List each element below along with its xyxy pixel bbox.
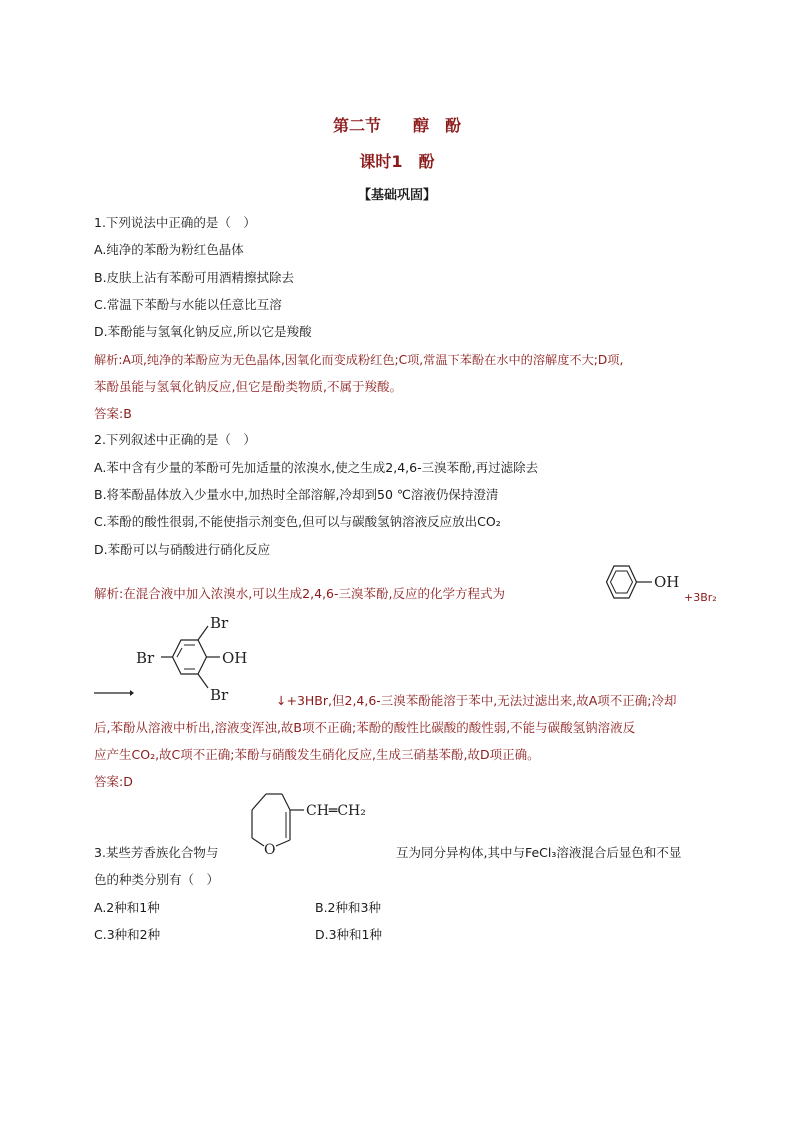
ring-oxygen-label: O — [264, 842, 276, 858]
q1-analysis-line1: 解析:A项,纯净的苯酚应为无色晶体,因氧化而变成粉红色;C项,常温下苯酚在水中的溶解度不大;D项, — [94, 353, 624, 367]
phenol-structure — [594, 562, 694, 606]
q2-option-a: A.苯中含有少量的苯酚可先加适量的浓溴水,使之生成2,4,6-三溴苯酚,再过滤除去 — [94, 460, 539, 475]
q3-stem-part1: 3.某些芳香族化合物与 — [94, 845, 219, 860]
q2-option-c: C.苯酚的酸性很弱,不能使指示剂变色,但可以与碳酸氢钠溶液反应放出CO₂ — [94, 514, 501, 529]
q1-option-a: A.纯净的苯酚为粉红色晶体 — [94, 242, 244, 257]
q2-analysis-line1: 解析:在混合液中加入浓溴水,可以生成2,4,6-三溴苯酚,反应的化学方程式为 — [94, 586, 505, 601]
q2-reagent: +3Br₂ — [684, 591, 717, 604]
q3-option-d: D.3种和1种 — [315, 927, 383, 942]
q1-option-c: C.常温下苯酚与水能以任意比互溶 — [94, 297, 282, 312]
q3-option-a: A.2种和1种 — [94, 900, 160, 915]
q2-analysis-line2: ↓+3HBr,但2,4,6-三溴苯酚能溶于苯中,无法过滤出来,故A项不正确;冷却 — [276, 693, 677, 708]
q3-option-c: C.3种和2种 — [94, 927, 161, 942]
product-br-left: Br — [136, 649, 155, 667]
q3-option-b: B.2种和3种 — [315, 900, 381, 915]
chapter-title: 第二节 醇 酚 — [332, 116, 461, 135]
q1-option-b: B.皮肤上沾有苯酚可用酒精擦拭除去 — [94, 270, 295, 285]
product-br-top: Br — [210, 614, 229, 632]
q2-option-b: B.将苯酚晶体放入少量水中,加热时全部溶解,冷却到50 ℃溶液仍保持澄清 — [94, 487, 499, 502]
q2-option-d: D.苯酚可以与硝酸进行硝化反应 — [94, 542, 271, 557]
q2-analysis-line4: 应产生CO₂,故C项不正确;苯酚与硝酸发生硝化反应,生成三硝基苯酚,故D项正确。 — [94, 747, 540, 762]
q1-option-d: D.苯酚能与氢氧化钠反应,所以它是羧酸 — [94, 324, 312, 339]
section-heading: 【基础巩固】 — [357, 188, 436, 203]
q1-answer: 答案:B — [94, 406, 132, 421]
tribromophenol-structure — [136, 612, 276, 710]
q3-stem-line2: 色的种类分别有（ ） — [94, 872, 220, 887]
q2-answer: 答案:D — [94, 774, 133, 789]
q1-analysis-line2: 苯酚虽能与氢氧化钠反应,但它是酚类物质,不属于羧酸。 — [94, 379, 402, 394]
vinyl-group-label: CH═CH₂ — [306, 803, 366, 819]
q2-stem: 2.下列叙述中正确的是（ ） — [94, 432, 256, 447]
q3-stem-part2: 互为同分异构体,其中与FeCl₃溶液混合后显色和不显 — [396, 845, 682, 860]
q1-stem: 1.下列说法中正确的是（ ） — [94, 215, 256, 230]
phenol-oh-label: OH — [654, 573, 680, 591]
reaction-arrow-icon — [94, 688, 134, 698]
product-oh: OH — [222, 649, 248, 667]
dihydropyran-vinyl-structure — [244, 780, 394, 864]
product-br-bottom: Br — [210, 686, 229, 704]
q2-analysis-line3: 后,苯酚从溶液中析出,溶液变浑浊,故B项不正确;苯酚的酸性比碳酸的酸性弱,不能与碳酸氢钠溶液反 — [94, 720, 636, 735]
lesson-title: 课时1 酚 — [359, 152, 435, 171]
